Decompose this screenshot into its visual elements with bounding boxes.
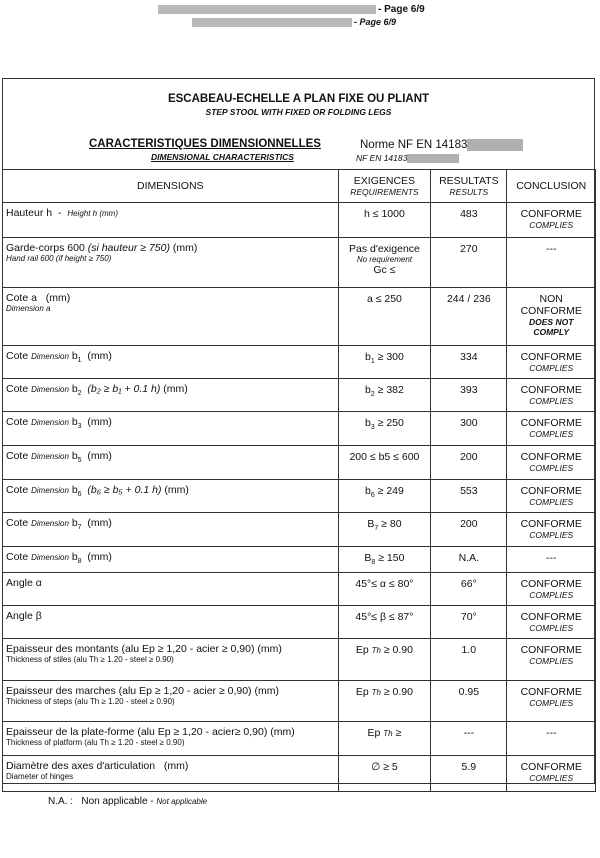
page-number: - Page 6/9 xyxy=(378,4,425,15)
conclusion-cell-noncompliant: NON CONFORME DOES NOT COMPLY xyxy=(507,288,596,346)
dimension-cell: Angle β xyxy=(3,606,339,639)
table-row xyxy=(3,203,596,238)
requirement-cell: $b_1 \ge 300$ xyxy=(338,346,431,379)
dimension-cell: Cote Dimension $b_1$ (mm) xyxy=(3,346,339,379)
dimensions-table xyxy=(2,169,596,792)
requirement-cell: Ep Th ≥ xyxy=(338,722,431,756)
requirement-cell: $B_7 \ge 80$ xyxy=(338,513,431,547)
conclusion-cell: CONFORME COMPLIES xyxy=(507,573,596,606)
requirement-cell: $b_2 \ge 382$ xyxy=(338,379,431,412)
footnote: N.A. : Non applicable - Not applicable xyxy=(48,796,208,807)
requirement-cell: 45°≤ β ≤ 87° xyxy=(338,606,431,639)
conclusion-cell: CONFORME COMPLIES xyxy=(507,346,596,379)
dimension-cell: Angle α xyxy=(3,573,339,606)
conclusion-cell: CONFORME COMPLIES xyxy=(507,681,596,722)
requirement-cell: $B_8 \ge 150$ xyxy=(338,547,431,573)
result-cell: 300 xyxy=(431,412,507,446)
doc-title: ESCABEAU-ECHELLE A PLAN FIXE OU PLIANT xyxy=(167,93,430,105)
dimension-cell: Cote Dimension $b_5$ (mm) xyxy=(3,446,339,480)
requirement-cell: h ≤ 1000 xyxy=(338,203,431,238)
dimension-cell: Epaisseur des marches (alu Ep ≥ 1,20 - acier ≥ 0,90) (mm) Thickness of steps (alu Th ≥ 1.20 - steel ≥ 0.90) xyxy=(3,681,339,722)
result-cell: 66° xyxy=(431,573,507,606)
table-row xyxy=(3,606,596,639)
requirement-cell: $b_6 \ge 249$ xyxy=(338,480,431,513)
conclusion-cell: CONFORME COMPLIES xyxy=(507,513,596,547)
table-row xyxy=(3,446,596,480)
dimension-cell: Epaisseur de la plate-forme (alu Ep ≥ 1,20 - acier≥ 0,90) (mm) Thickness of platform (alu Th ≥ 1.20 - steel ≥ 0.90) xyxy=(3,722,339,756)
page-number-secondary: - Page 6/9 xyxy=(354,17,397,27)
requirement-cell: ∅ ≥ 5 xyxy=(338,756,431,792)
dimension-cell: Epaisseur des montants (alu Ep ≥ 1,20 - acier ≥ 0,90) (mm) Thickness of stiles (alu Th ≥ 1.20 - steel ≥ 0.90) xyxy=(3,639,339,681)
conclusion-cell: --- xyxy=(507,238,596,288)
norm-label xyxy=(360,139,523,151)
result-cell: 5.9 xyxy=(431,756,507,792)
table-row xyxy=(3,547,596,573)
result-cell: 270 xyxy=(431,238,507,288)
section-title: CARACTERISTIQUES DIMENSIONNELLES xyxy=(89,138,321,150)
redacted-block xyxy=(158,5,376,14)
page-header-line-2 xyxy=(192,17,396,27)
result-cell: 1.0 xyxy=(431,639,507,681)
dimension-cell: Hauteur h - Height h (mm) xyxy=(3,203,339,238)
dimension-cell: Diamètre des axes d'articulation (mm) Diameter of hinges xyxy=(3,756,339,792)
conclusion-cell: CONFORME COMPLIES xyxy=(507,379,596,412)
conclusion-cell: --- xyxy=(507,547,596,573)
conclusion-cell: CONFORME COMPLIES xyxy=(507,446,596,480)
result-cell: N.A. xyxy=(431,547,507,573)
result-cell: 244 / 236 xyxy=(431,288,507,346)
result-cell: 200 xyxy=(431,446,507,480)
requirement-cell: a ≤ 250 xyxy=(338,288,431,346)
result-cell: 70° xyxy=(431,606,507,639)
dimension-cell: Cote Dimension $b_2$ (b₂ ≥ b₁ + 0.1 h) (mm) xyxy=(3,379,339,412)
result-cell: 393 xyxy=(431,379,507,412)
table-header-row xyxy=(3,170,596,203)
table-row xyxy=(3,288,596,346)
table-row xyxy=(3,412,596,446)
requirement-cell: 200 ≤ b5 ≤ 600 xyxy=(338,446,431,480)
requirement-cell: $b_3 \ge 250$ xyxy=(338,412,431,446)
report-frame xyxy=(2,78,595,784)
requirement-cell: 45°≤ α ≤ 80° xyxy=(338,573,431,606)
section-title-en: DIMENSIONAL CHARACTERISTICS xyxy=(151,152,294,162)
conclusion-cell: CONFORME COMPLIES xyxy=(507,639,596,681)
page-header-line-1 xyxy=(158,4,425,15)
table-row xyxy=(3,513,596,547)
doc-subtitle: STEP STOOL WITH FIXED OR FOLDING LEGS xyxy=(205,107,392,117)
header-requirements: EXIGENCES REQUIREMENTS xyxy=(338,170,431,203)
table-row xyxy=(3,238,596,288)
dimension-cell: Cote Dimension $b_8$ (mm) xyxy=(3,547,339,573)
redacted-block xyxy=(467,139,523,151)
header-dimensions: DIMENSIONS xyxy=(3,170,339,203)
result-cell: 334 xyxy=(431,346,507,379)
dimension-cell: Garde-corps 600 (si hauteur ≥ 750) (mm) Hand rail 600 (if height ≥ 750) xyxy=(3,238,339,288)
conclusion-cell: CONFORME COMPLIES xyxy=(507,480,596,513)
requirement-cell: Pas d'exigence No requirement Gc ≤ xyxy=(338,238,431,288)
requirement-cell: Ep Th ≥ 0.90 xyxy=(338,639,431,681)
table-row xyxy=(3,379,596,412)
table-row xyxy=(3,722,596,756)
result-cell: 0.95 xyxy=(431,681,507,722)
header-results: RESULTATS RESULTS xyxy=(431,170,507,203)
table-row xyxy=(3,573,596,606)
conclusion-cell: CONFORME COMPLIES xyxy=(507,412,596,446)
result-cell: 483 xyxy=(431,203,507,238)
requirement-cell: Ep Th ≥ 0.90 xyxy=(338,681,431,722)
table-row xyxy=(3,639,596,681)
table-row xyxy=(3,480,596,513)
header-conclusion: CONCLUSION xyxy=(507,170,596,203)
dimension-cell: Cote Dimension $b_7$ (mm) xyxy=(3,513,339,547)
dimension-cell: Cote Dimension $b_3$ (mm) xyxy=(3,412,339,446)
table-row xyxy=(3,346,596,379)
conclusion-cell: --- xyxy=(507,722,596,756)
dimension-cell: Cote a (mm) Dimension a xyxy=(3,288,339,346)
table-row xyxy=(3,681,596,722)
conclusion-cell: CONFORME COMPLIES xyxy=(507,606,596,639)
table-row xyxy=(3,756,596,792)
result-cell: 200 xyxy=(431,513,507,547)
dimension-cell: Cote Dimension $b_6$ (b₆ ≥ b₅ + 0.1 h) (mm) xyxy=(3,480,339,513)
result-cell: --- xyxy=(431,722,507,756)
norm-text-en: NF EN 14183 xyxy=(356,153,408,163)
result-cell: 553 xyxy=(431,480,507,513)
redacted-block xyxy=(192,18,352,27)
norm-label-en xyxy=(356,153,459,163)
redacted-block xyxy=(407,154,459,163)
norm-text: Norme NF EN 14183 xyxy=(360,139,468,152)
conclusion-cell: CONFORME COMPLIES xyxy=(507,756,596,792)
conclusion-cell: CONFORME COMPLIES xyxy=(507,203,596,238)
